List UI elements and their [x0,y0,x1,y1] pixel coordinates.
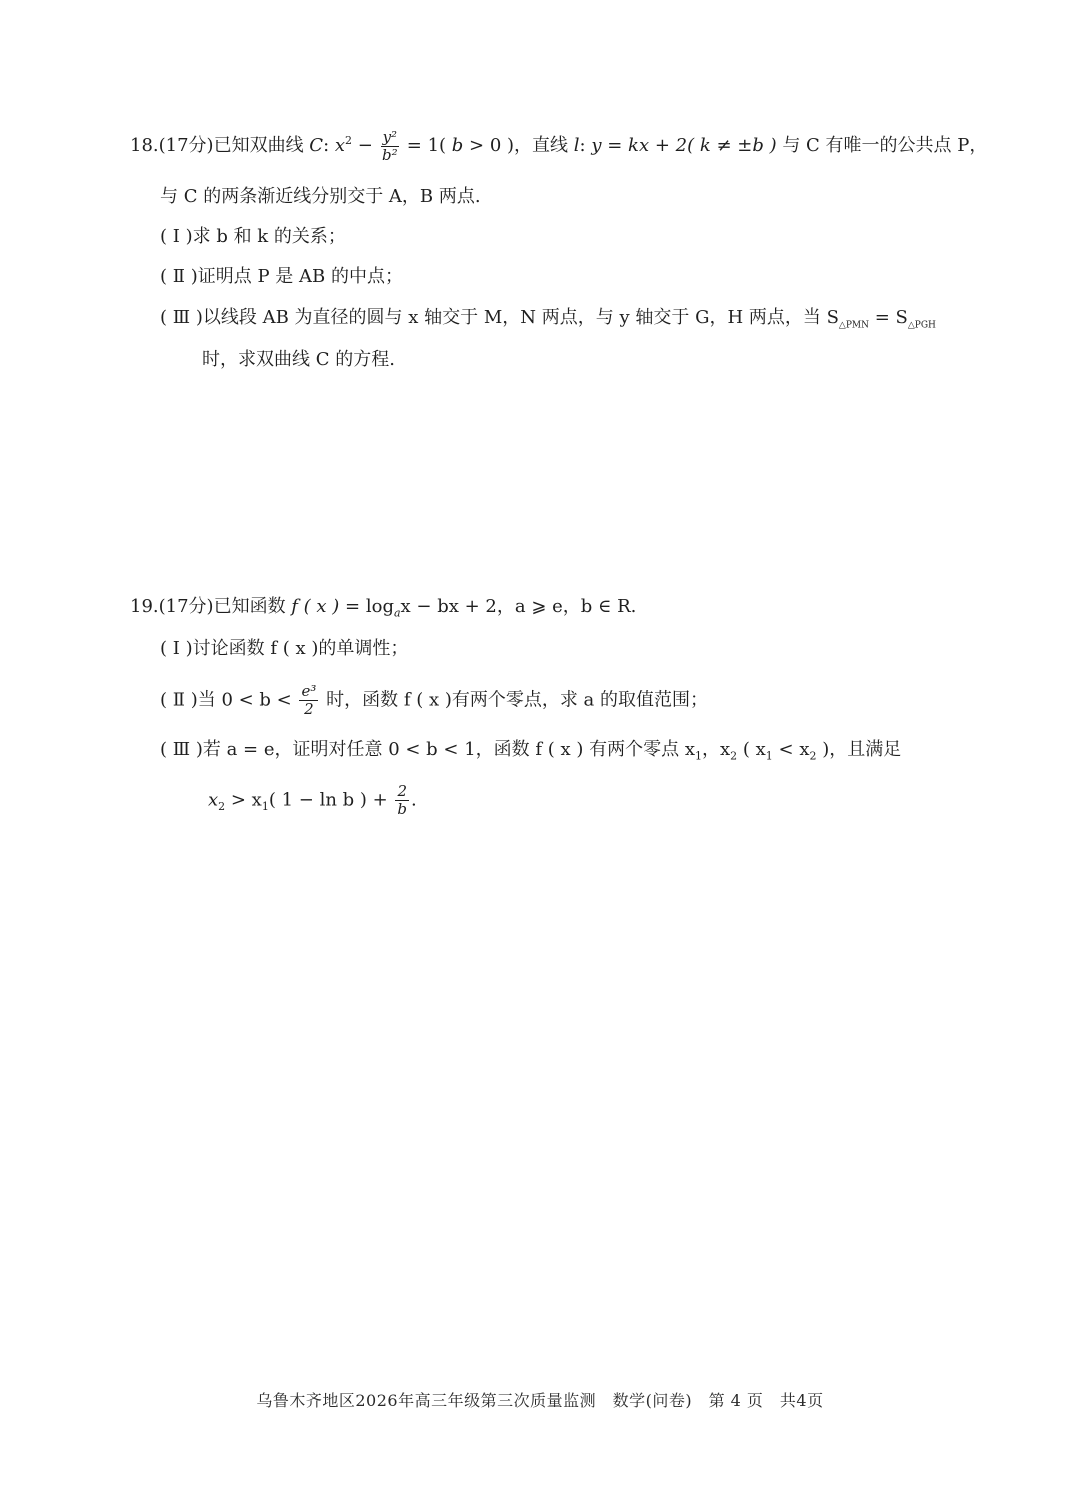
q18-part3-sub2: △PGH [907,320,936,331]
q19-part3-s1: 1 [695,749,703,763]
q19-part2-den: 2 [304,700,314,718]
q18-prefix: 18.(17分)已知双曲线 [130,135,310,156]
q18-line2: 与 C 的两条渐近线分别交于 A，B 两点. [160,186,481,207]
q18-tail: 与 C 有唯一的公共点 P， [776,135,988,156]
q18-line1 [130,126,987,163]
q18-line-eq: y = kx + 2( k ≠ ±b ) [591,135,777,156]
q18-part3 [160,303,936,341]
q19-f: f ( x ) [291,596,340,617]
q19-part3 [160,735,901,772]
q18-colon2: : [579,135,592,156]
q18-part3-sub1: △PMN [838,320,869,331]
q18-colon: : [323,135,335,156]
q19-line2-c: ( 1 − ln b ) + [268,789,394,811]
q19-log-base: a [393,606,401,620]
q19-part3-d: < x [772,739,810,760]
q19-part3-s3: 1 [765,749,773,763]
q19-part2 [160,684,708,717]
q19-part2-frac [299,684,318,717]
q18-part3-a: ( Ⅲ )以线段 AB 为直径的圆与 x 轴交于 M，N 两点，与 y 轴交于 G，H 两点，当 S [160,307,839,328]
page-footer: 乌鲁木齐地区2026年高三年级第三次质量监测 数学(问卷) 第 4 页 共4页 [256,1391,824,1410]
q19-prefix: 19.(17分)已知函数 [130,596,292,617]
q19-line2-b: > x [225,789,262,811]
q19-part3-cont [208,784,417,822]
q19-line2-x2: x [208,789,219,811]
q19-part2-a: ( Ⅱ )当 0 < b < [160,689,298,711]
q18-x-exp: 2 [345,134,353,147]
q19-part3-s4: 2 [809,749,817,763]
q18-minus: − [352,135,379,156]
q19-line2-den: b [397,800,408,818]
q18-curve-name: C [309,135,324,156]
q19-line2-s2: 1 [261,800,269,814]
q18-b: b [451,135,464,156]
q19-line2-frac [395,784,409,817]
q19-line2-s1: 2 [218,800,226,814]
q19-part3-b: ，x [702,739,731,760]
q19-part3-a: ( Ⅲ )若 a = e，证明对任意 0 < b < 1，函数 f ( x ) 有两个零点 x [160,739,696,760]
q18-x: x [334,135,346,156]
q19-line2-d: . [410,789,417,811]
q19-part3-c: ( x [737,739,766,760]
q19-part3-s2: 2 [730,749,738,763]
q19-part2-b: 时，函数 f ( x )有两个零点，求 a 的取值范围； [320,689,709,711]
q19-part2-num: e³ [301,682,317,700]
q18-part1: ( Ⅰ )求 b 和 k 的关系； [160,226,346,247]
q19-line2-num: 2 [397,782,407,800]
q18-part3-mid: = S [869,307,908,328]
q19-part1: ( Ⅰ )讨论函数 f ( x )的单调性； [160,638,409,659]
q18-bcond-rest: > 0 )，直线 [463,135,574,156]
q18-l: l [573,135,580,156]
q18-fraction [381,127,400,164]
q18-part3-cont: 时，求双曲线 C 的方程. [202,349,395,370]
q18-frac-den: b² [382,145,398,164]
q18-part2: ( Ⅱ )证明点 P 是 AB 的中点； [160,266,403,287]
q19-rest: x − bx + 2，a ⩾ e，b ∈ R. [400,596,637,617]
q19-eq: = log [339,596,394,617]
q18-eq: = 1( [401,135,452,156]
q19-part3-e: )，且满足 [816,739,902,760]
q19-line1 [130,592,636,629]
q18-frac-num: y² [382,127,398,146]
